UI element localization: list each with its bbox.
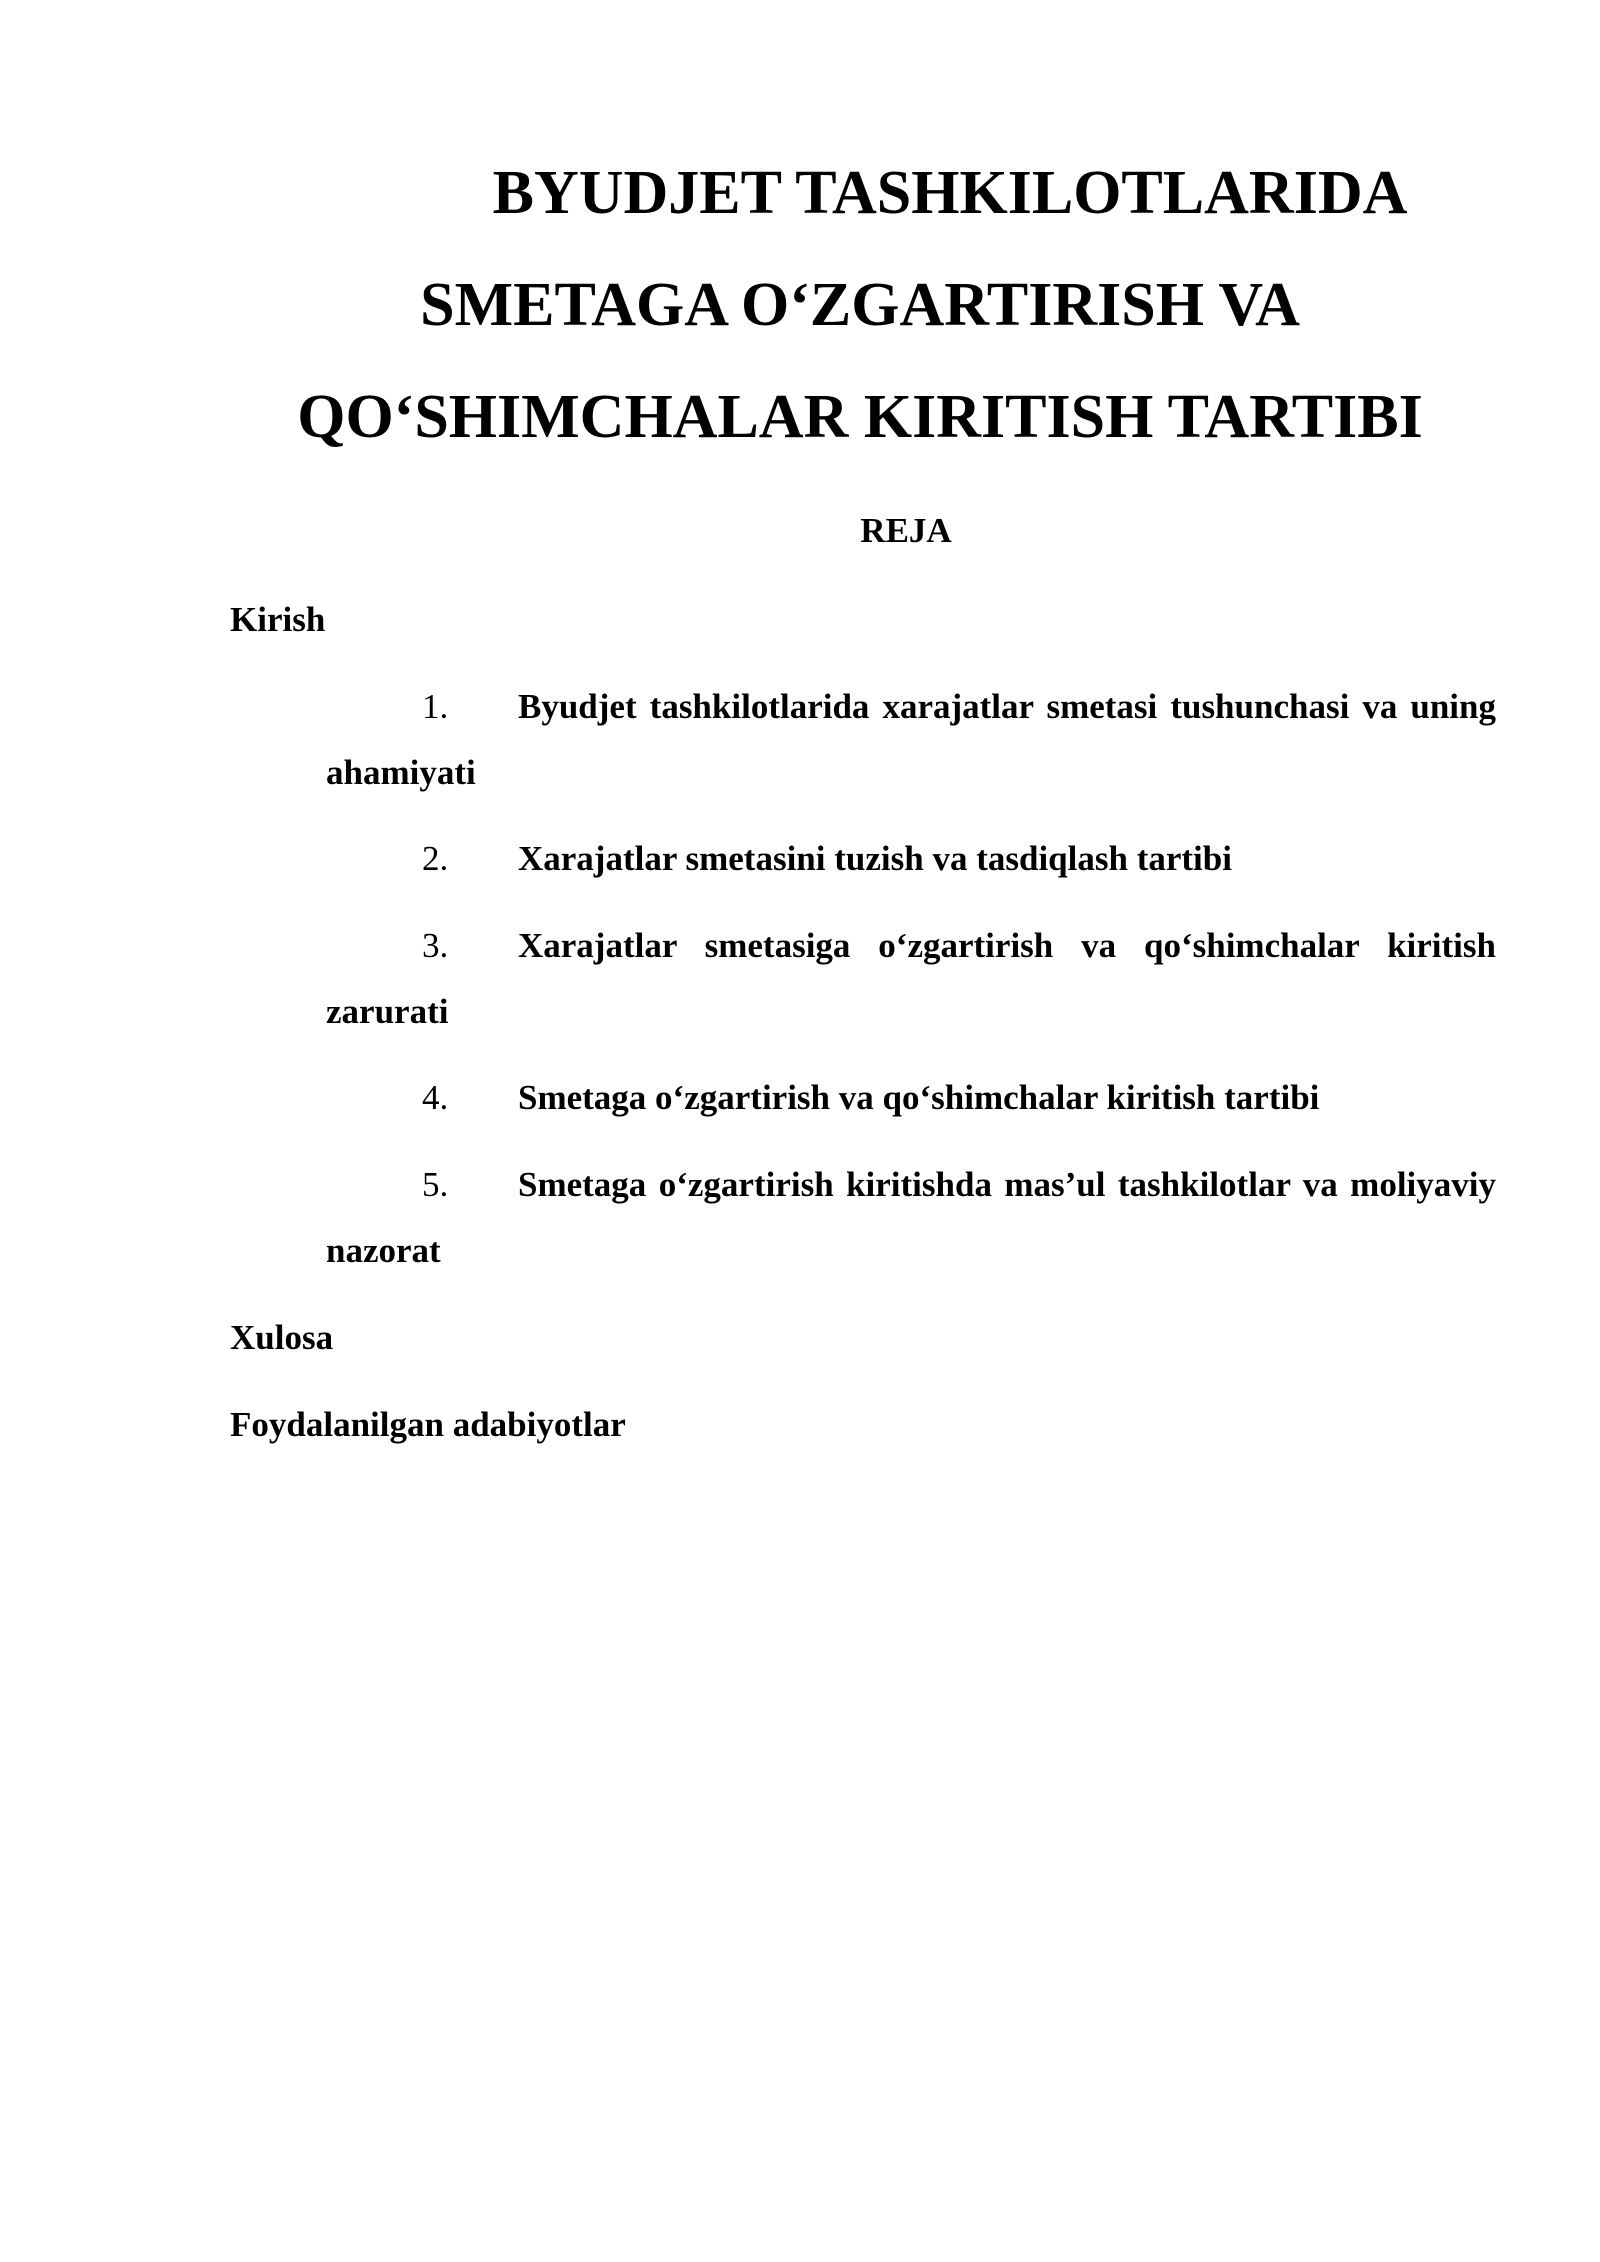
title-line-1: BYUDJET TASHKILOTLARIDA: [492, 159, 1408, 227]
plan-item-2: [326, 826, 1496, 892]
intro-heading: Kirish: [230, 600, 326, 639]
plan-item-number: 4.: [422, 1078, 449, 1117]
plan-item-1: [326, 674, 1496, 806]
plan-item-number: 1.: [422, 687, 449, 726]
plan-item-4: [326, 1065, 1496, 1131]
plan-item-3: [326, 913, 1496, 1045]
plan-item-text: Smetaga o‘zgartirish va qo‘shimchalar kiritish tartibi: [518, 1078, 1320, 1117]
plan-item-text: Xarajatlar smetasiga o‘zgartirish va qo‘shimchalar kiritish zarurati: [326, 926, 1496, 1031]
plan-item-5: [326, 1152, 1496, 1284]
plan-item-text: Byudjet tashkilotlarida xarajatlar smetasi tushunchasi va uning ahamiyati: [326, 687, 1496, 792]
conclusion-heading: Xulosa: [230, 1318, 334, 1357]
plan-item-number: 2.: [422, 839, 449, 878]
plan-item-number: 5.: [422, 1165, 449, 1204]
plan-item-number: 3.: [422, 926, 449, 965]
title-line-3: QO‘SHIMCHALAR KIRITISH TARTIBI: [297, 383, 1423, 451]
plan-heading: REJA: [860, 511, 952, 550]
references-heading: Foydalanilgan adabiyotlar: [230, 1405, 626, 1444]
plan-item-text: Smetaga o‘zgartirish kiritishda mas’ul tashkilotlar va moliyaviy nazorat: [326, 1165, 1496, 1270]
plan-item-text: Xarajatlar smetasini tuzish va tasdiqlash tartibi: [518, 839, 1232, 878]
title-line-2: SMETAGA O‘ZGARTIRISH VA: [420, 271, 1300, 339]
